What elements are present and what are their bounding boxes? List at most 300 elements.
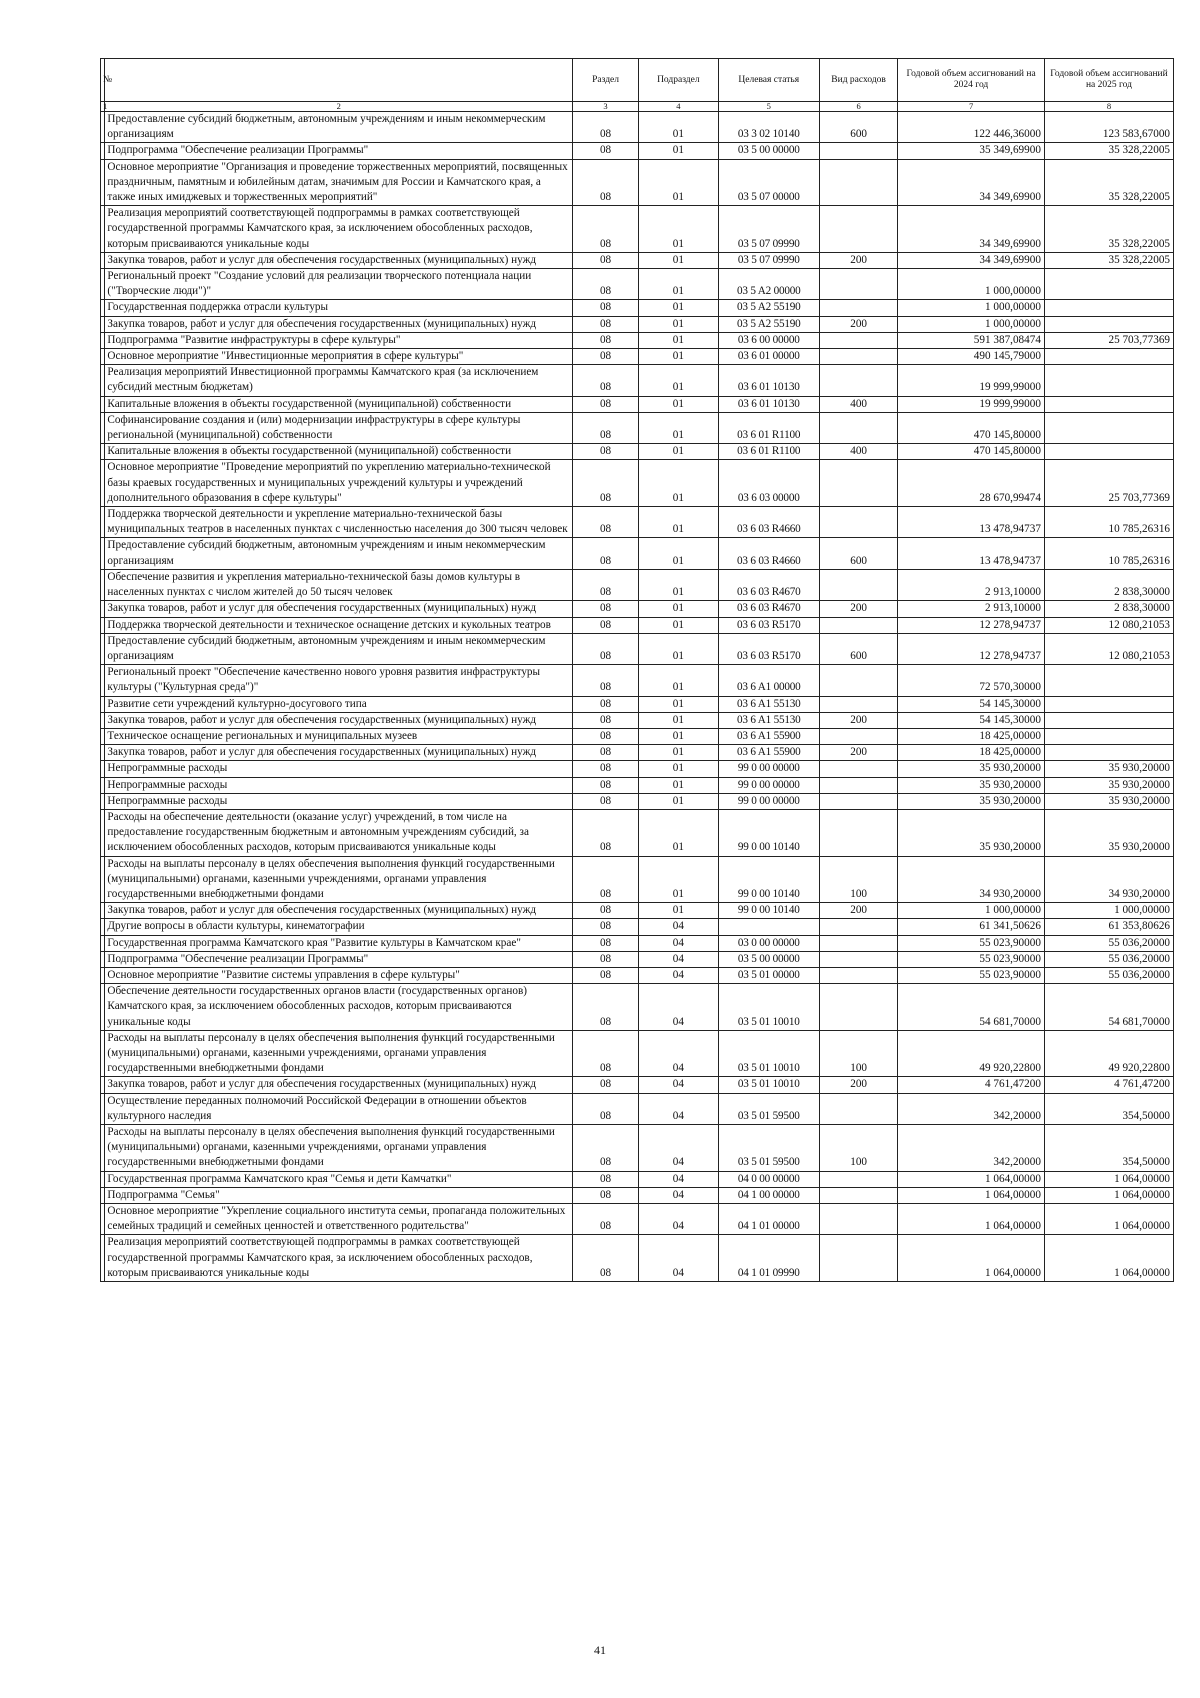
- row-celevaya: 03 6 03 R4670: [718, 601, 819, 617]
- row-celevaya: 03 6 03 R5170: [718, 633, 819, 664]
- row-razdel: 08: [572, 143, 638, 159]
- row-celevaya: 03 6 A1 55900: [718, 745, 819, 761]
- header-celevaya: Целевая статья: [718, 59, 819, 102]
- header-2025: Годовой объем ассигнований на 2025 год: [1044, 59, 1173, 102]
- row-vid: 600: [819, 112, 897, 143]
- row-amount-2025: 12 080,21053: [1044, 617, 1173, 633]
- row-celevaya: 99 0 00 00000: [718, 777, 819, 793]
- row-amount-2025: 49 920,22800: [1044, 1030, 1173, 1077]
- row-vid: [819, 206, 897, 253]
- table-row: [101, 793, 1174, 809]
- row-amount-2025: 35 930,20000: [1044, 777, 1173, 793]
- table-row: [101, 332, 1174, 348]
- row-celevaya: 99 0 00 00000: [718, 761, 819, 777]
- row-amount-2024: 55 023,90000: [898, 967, 1045, 983]
- table-row: [101, 903, 1174, 919]
- row-vid: [819, 300, 897, 316]
- row-podrazdel: 01: [639, 777, 718, 793]
- row-amount-2025: 25 703,77369: [1044, 460, 1173, 507]
- row-amount-2024: 4 761,47200: [898, 1077, 1045, 1093]
- row-podrazdel: 01: [639, 507, 718, 538]
- row-razdel: 08: [572, 332, 638, 348]
- row-celevaya: 99 0 00 10140: [718, 809, 819, 856]
- table-row: [101, 1077, 1174, 1093]
- row-celevaya: 03 6 A1 55130: [718, 712, 819, 728]
- row-name: Техническое оснащение региональных и муниципальных музеев: [105, 728, 573, 744]
- row-podrazdel: 01: [639, 601, 718, 617]
- row-name: Обеспечение развития и укрепления материально-технической базы домов культуры в населенных пунктах с числом жителей до 50 тысяч человек: [105, 569, 573, 600]
- row-celevaya: 03 6 03 R5170: [718, 617, 819, 633]
- row-razdel: 08: [572, 460, 638, 507]
- row-amount-2025: 1 064,00000: [1044, 1204, 1173, 1235]
- row-podrazdel: 01: [639, 569, 718, 600]
- row-name: Региональный проект "Создание условий для реализации творческого потенциала нации ("Творческие люди")": [105, 269, 573, 300]
- row-razdel: 08: [572, 696, 638, 712]
- row-amount-2024: 1 064,00000: [898, 1235, 1045, 1282]
- table-row: [101, 1235, 1174, 1282]
- row-name: Подпрограмма "Обеспечение реализации Программы": [105, 143, 573, 159]
- row-amount-2025: 12 080,21053: [1044, 633, 1173, 664]
- row-name: Реализация мероприятий Инвестиционной программы Камчатского края (за исключением субсидий местным бюджетам): [105, 365, 573, 396]
- row-celevaya: 03 5 01 59500: [718, 1093, 819, 1124]
- row-name: Предоставление субсидий бюджетным, автономным учреждениям и иным некоммерческим организациям: [105, 538, 573, 569]
- row-razdel: 08: [572, 1235, 638, 1282]
- row-amount-2024: 34 349,69900: [898, 206, 1045, 253]
- row-amount-2025: 2 838,30000: [1044, 569, 1173, 600]
- row-razdel: 08: [572, 1077, 638, 1093]
- row-amount-2025: [1044, 412, 1173, 443]
- row-amount-2025: 123 583,67000: [1044, 112, 1173, 143]
- table-row: [101, 696, 1174, 712]
- row-amount-2024: 12 278,94737: [898, 633, 1045, 664]
- row-razdel: 08: [572, 1171, 638, 1187]
- row-celevaya: 03 6 01 R1100: [718, 444, 819, 460]
- table-row: [101, 856, 1174, 903]
- table-row: [101, 712, 1174, 728]
- row-amount-2025: [1044, 365, 1173, 396]
- row-celevaya: 03 5 00 00000: [718, 143, 819, 159]
- row-razdel: 08: [572, 809, 638, 856]
- row-name: Государственная программа Камчатского края "Семья и дети Камчатки": [105, 1171, 573, 1187]
- row-name: Государственная программа Камчатского края "Развитие культуры в Камчатском крае": [105, 935, 573, 951]
- row-vid: [819, 159, 897, 206]
- row-podrazdel: 04: [639, 984, 718, 1031]
- row-podrazdel: 01: [639, 332, 718, 348]
- row-amount-2025: 1 064,00000: [1044, 1171, 1173, 1187]
- row-podrazdel: 01: [639, 665, 718, 696]
- row-amount-2024: 470 145,80000: [898, 412, 1045, 443]
- row-podrazdel: 04: [639, 1125, 718, 1172]
- row-celevaya: 03 5 01 59500: [718, 1125, 819, 1172]
- row-vid: [819, 777, 897, 793]
- column-number-row: [101, 102, 1174, 112]
- row-razdel: 08: [572, 712, 638, 728]
- row-amount-2024: 18 425,00000: [898, 728, 1045, 744]
- row-name: Капитальные вложения в объекты государственной (муниципальной) собственности: [105, 396, 573, 412]
- table-row: [101, 252, 1174, 268]
- table-row: [101, 935, 1174, 951]
- row-name: Непрограммные расходы: [105, 793, 573, 809]
- row-name: Поддержка творческой деятельности и укрепление материально-технической базы муниципальных театров в населенных пунктах с численностью населения до 300 тысяч человек: [105, 507, 573, 538]
- row-amount-2024: 1 064,00000: [898, 1204, 1045, 1235]
- row-name: Закупка товаров, работ и услуг для обеспечения государственных (муниципальных) нужд: [105, 712, 573, 728]
- row-razdel: 08: [572, 1187, 638, 1203]
- header-vid: Вид расходов: [819, 59, 897, 102]
- row-razdel: 08: [572, 967, 638, 983]
- row-razdel: 08: [572, 745, 638, 761]
- row-vid: 200: [819, 252, 897, 268]
- row-celevaya: 03 6 A1 55900: [718, 728, 819, 744]
- row-name: Развитие сети учреждений культурно-досугового типа: [105, 696, 573, 712]
- row-name: Расходы на выплаты персоналу в целях обеспечения выполнения функций государственными (муниципальными) органами, казенными учреждениями, органами управления государственными внебюджетными фондами: [105, 1030, 573, 1077]
- table-row: [101, 412, 1174, 443]
- row-amount-2024: 1 000,00000: [898, 316, 1045, 332]
- row-celevaya: 03 5 01 10010: [718, 984, 819, 1031]
- row-podrazdel: 01: [639, 300, 718, 316]
- row-razdel: 08: [572, 793, 638, 809]
- row-name: Расходы на обеспечение деятельности (оказание услуг) учреждений, в том числе на предоставление государственным бюджетным и автономным учреждениям субсидий, за исключением обособленных расходов, которым присваиваются уникальные коды: [105, 809, 573, 856]
- table-row: [101, 617, 1174, 633]
- row-podrazdel: 04: [639, 919, 718, 935]
- row-amount-2025: 55 036,20000: [1044, 935, 1173, 951]
- row-podrazdel: 01: [639, 460, 718, 507]
- row-amount-2024: 13 478,94737: [898, 538, 1045, 569]
- row-celevaya: 03 3 02 10140: [718, 112, 819, 143]
- row-vid: [819, 143, 897, 159]
- row-celevaya: 03 5 01 00000: [718, 967, 819, 983]
- row-amount-2024: 55 023,90000: [898, 935, 1045, 951]
- row-name: Закупка товаров, работ и услуг для обеспечения государственных (муниципальных) нужд: [105, 745, 573, 761]
- row-amount-2024: 28 670,99474: [898, 460, 1045, 507]
- row-amount-2024: 54 145,30000: [898, 696, 1045, 712]
- row-celevaya: 03 6 03 R4660: [718, 507, 819, 538]
- row-vid: [819, 1171, 897, 1187]
- row-amount-2025: 10 785,26316: [1044, 538, 1173, 569]
- row-celevaya: 03 6 01 R1100: [718, 412, 819, 443]
- row-amount-2024: 18 425,00000: [898, 745, 1045, 761]
- row-amount-2024: 34 930,20000: [898, 856, 1045, 903]
- table-row: [101, 1187, 1174, 1203]
- table-row: [101, 919, 1174, 935]
- row-celevaya: 03 5 01 10010: [718, 1030, 819, 1077]
- row-name: Закупка товаров, работ и услуг для обеспечения государственных (муниципальных) нужд: [105, 316, 573, 332]
- row-amount-2025: [1044, 728, 1173, 744]
- row-amount-2024: 19 999,99000: [898, 396, 1045, 412]
- header-2024: Годовой объем ассигнований на 2024 год: [898, 59, 1045, 102]
- table-row: [101, 1171, 1174, 1187]
- row-celevaya: 04 1 00 00000: [718, 1187, 819, 1203]
- row-razdel: 08: [572, 206, 638, 253]
- row-razdel: 08: [572, 1204, 638, 1235]
- row-vid: [819, 507, 897, 538]
- row-amount-2025: 4 761,47200: [1044, 1077, 1173, 1093]
- row-razdel: 08: [572, 316, 638, 332]
- row-celevaya: 03 5 A2 55190: [718, 300, 819, 316]
- row-amount-2025: [1044, 300, 1173, 316]
- row-celevaya: 03 5 07 00000: [718, 159, 819, 206]
- row-name: Другие вопросы в области культуры, кинематографии: [105, 919, 573, 935]
- row-razdel: 08: [572, 365, 638, 396]
- row-podrazdel: 01: [639, 538, 718, 569]
- table-row: [101, 460, 1174, 507]
- row-vid: [819, 1093, 897, 1124]
- row-amount-2025: 10 785,26316: [1044, 507, 1173, 538]
- table-row: [101, 1093, 1174, 1124]
- row-vid: 100: [819, 856, 897, 903]
- row-name: Расходы на выплаты персоналу в целях обеспечения выполнения функций государственными (муниципальными) органами, казенными учреждениями, органами управления государственными внебюджетными фондами: [105, 856, 573, 903]
- row-amount-2025: [1044, 269, 1173, 300]
- row-amount-2024: 12 278,94737: [898, 617, 1045, 633]
- row-amount-2024: 35 930,20000: [898, 761, 1045, 777]
- row-podrazdel: 01: [639, 143, 718, 159]
- row-amount-2025: [1044, 349, 1173, 365]
- row-vid: 200: [819, 316, 897, 332]
- budget-table: [100, 58, 1174, 1282]
- row-razdel: 08: [572, 1030, 638, 1077]
- row-podrazdel: 01: [639, 365, 718, 396]
- row-amount-2024: 72 570,30000: [898, 665, 1045, 696]
- row-name: Осуществление переданных полномочий Российской Федерации в отношении объектов культурного наследия: [105, 1093, 573, 1124]
- row-razdel: 08: [572, 300, 638, 316]
- row-amount-2024: 54 681,70000: [898, 984, 1045, 1031]
- row-vid: [819, 1187, 897, 1203]
- row-amount-2025: 354,50000: [1044, 1125, 1173, 1172]
- row-amount-2024: 61 341,50626: [898, 919, 1045, 935]
- row-vid: [819, 1235, 897, 1282]
- column-number: 1: [101, 102, 105, 112]
- row-podrazdel: 01: [639, 617, 718, 633]
- row-name: Закупка товаров, работ и услуг для обеспечения государственных (муниципальных) нужд: [105, 1077, 573, 1093]
- row-name: Поддержка творческой деятельности и техническое оснащение детских и кукольных театров: [105, 617, 573, 633]
- row-amount-2025: 25 703,77369: [1044, 332, 1173, 348]
- row-vid: 200: [819, 601, 897, 617]
- row-amount-2025: 354,50000: [1044, 1093, 1173, 1124]
- row-name: Подпрограмма "Обеспечение реализации Программы": [105, 951, 573, 967]
- row-amount-2025: 54 681,70000: [1044, 984, 1173, 1031]
- row-podrazdel: 01: [639, 903, 718, 919]
- row-name: Реализация мероприятий соответствующей подпрограммы в рамках соответствующей государственной программы Камчатского края, за исключением обособленных расходов, которым присваиваются уникальные коды: [105, 1235, 573, 1282]
- row-celevaya: 03 6 01 10130: [718, 396, 819, 412]
- row-celevaya: 03 6 01 10130: [718, 365, 819, 396]
- table-row: [101, 143, 1174, 159]
- row-amount-2025: [1044, 665, 1173, 696]
- row-celevaya: 03 6 A1 55130: [718, 696, 819, 712]
- row-name: Основное мероприятие "Укрепление социального института семьи, пропаганда положительных семейных традиций и семейных ценностей и ответственного родительства": [105, 1204, 573, 1235]
- row-amount-2025: 55 036,20000: [1044, 967, 1173, 983]
- row-podrazdel: 01: [639, 856, 718, 903]
- row-amount-2024: 35 930,20000: [898, 777, 1045, 793]
- column-number: 2: [105, 102, 573, 112]
- row-razdel: 08: [572, 617, 638, 633]
- table-row: [101, 984, 1174, 1031]
- row-name: Основное мероприятие "Организация и проведение торжественных мероприятий, посвященных праздничным, памятным и юбилейным датам, значимым для России и Камчатского края, а также иных имиджевых и торжественных мероприятий": [105, 159, 573, 206]
- row-amount-2025: [1044, 745, 1173, 761]
- row-amount-2025: 35 328,22005: [1044, 206, 1173, 253]
- row-celevaya: [718, 919, 819, 935]
- row-name: Закупка товаров, работ и услуг для обеспечения государственных (муниципальных) нужд: [105, 601, 573, 617]
- row-celevaya: 03 6 03 R4670: [718, 569, 819, 600]
- row-podrazdel: 01: [639, 444, 718, 460]
- row-podrazdel: 04: [639, 1030, 718, 1077]
- row-amount-2024: 1 000,00000: [898, 903, 1045, 919]
- row-razdel: 08: [572, 856, 638, 903]
- row-amount-2024: 55 023,90000: [898, 951, 1045, 967]
- table-row: [101, 507, 1174, 538]
- row-razdel: 08: [572, 951, 638, 967]
- budget-table-sheet: [100, 58, 1174, 1282]
- row-vid: [819, 460, 897, 507]
- row-celevaya: 03 5 A2 00000: [718, 269, 819, 300]
- table-row: [101, 1125, 1174, 1172]
- page-number: 41: [594, 1643, 606, 1657]
- row-razdel: 08: [572, 919, 638, 935]
- row-podrazdel: 04: [639, 967, 718, 983]
- row-vid: [819, 332, 897, 348]
- row-name: Региональный проект "Обеспечение качественно нового уровня развития инфраструктуры культуры ("Культурная среда")": [105, 665, 573, 696]
- row-razdel: 08: [572, 761, 638, 777]
- row-vid: [819, 919, 897, 935]
- column-number: 8: [1044, 102, 1173, 112]
- column-number: 7: [898, 102, 1045, 112]
- table-row: [101, 665, 1174, 696]
- row-celevaya: 03 6 A1 00000: [718, 665, 819, 696]
- row-name: Закупка товаров, работ и услуг для обеспечения государственных (муниципальных) нужд: [105, 903, 573, 919]
- row-razdel: 08: [572, 159, 638, 206]
- row-name: Предоставление субсидий бюджетным, автономным учреждениям и иным некоммерческим организациям: [105, 633, 573, 664]
- row-razdel: 08: [572, 252, 638, 268]
- row-celevaya: 04 1 01 09990: [718, 1235, 819, 1282]
- row-name: Государственная поддержка отрасли культуры: [105, 300, 573, 316]
- table-body: [101, 112, 1174, 1282]
- table-row: [101, 269, 1174, 300]
- row-name: Основное мероприятие "Проведение мероприятий по укреплению материально-технической базы краевых государственных и муниципальных учреждений культуры и учреждений дополнительного образования в сфере культуры": [105, 460, 573, 507]
- row-amount-2025: [1044, 712, 1173, 728]
- header-podrazdel: Подраздел: [639, 59, 718, 102]
- row-name: Софинансирование создания и (или) модернизации инфраструктуры в сфере культуры региональной (муниципальной) собственности: [105, 412, 573, 443]
- row-razdel: 08: [572, 665, 638, 696]
- row-vid: [819, 761, 897, 777]
- row-amount-2024: 1 000,00000: [898, 269, 1045, 300]
- row-amount-2024: 1 064,00000: [898, 1171, 1045, 1187]
- row-podrazdel: 04: [639, 1077, 718, 1093]
- row-podrazdel: 04: [639, 1204, 718, 1235]
- row-razdel: 08: [572, 444, 638, 460]
- row-name: Подпрограмма "Семья": [105, 1187, 573, 1203]
- row-amount-2024: 2 913,10000: [898, 601, 1045, 617]
- table-row: [101, 300, 1174, 316]
- row-vid: 400: [819, 444, 897, 460]
- row-podrazdel: 01: [639, 633, 718, 664]
- row-podrazdel: 01: [639, 745, 718, 761]
- row-vid: 600: [819, 538, 897, 569]
- row-podrazdel: 01: [639, 252, 718, 268]
- header-razdel: Раздел: [572, 59, 638, 102]
- row-podrazdel: 01: [639, 316, 718, 332]
- row-amount-2025: 35 328,22005: [1044, 143, 1173, 159]
- row-podrazdel: 01: [639, 696, 718, 712]
- row-vid: [819, 984, 897, 1031]
- row-celevaya: 03 5 07 09990: [718, 252, 819, 268]
- row-podrazdel: 04: [639, 951, 718, 967]
- row-amount-2025: [1044, 696, 1173, 712]
- row-celevaya: 99 0 00 10140: [718, 856, 819, 903]
- row-podrazdel: 04: [639, 935, 718, 951]
- row-celevaya: 03 6 03 R4660: [718, 538, 819, 569]
- row-amount-2024: 591 387,08474: [898, 332, 1045, 348]
- row-celevaya: 03 6 03 00000: [718, 460, 819, 507]
- row-amount-2025: 2 838,30000: [1044, 601, 1173, 617]
- table-row: [101, 396, 1174, 412]
- table-row: [101, 316, 1174, 332]
- column-number: 5: [718, 102, 819, 112]
- row-podrazdel: 04: [639, 1235, 718, 1282]
- row-vid: [819, 412, 897, 443]
- table-row: [101, 967, 1174, 983]
- row-podrazdel: 01: [639, 396, 718, 412]
- row-name: Расходы на выплаты персоналу в целях обеспечения выполнения функций государственными (муниципальными) органами, казенными учреждениями, органами управления государственными внебюджетными фондами: [105, 1125, 573, 1172]
- row-amount-2024: 13 478,94737: [898, 507, 1045, 538]
- row-vid: [819, 696, 897, 712]
- column-number: 3: [572, 102, 638, 112]
- header-name: [105, 59, 573, 102]
- row-amount-2024: 34 349,69900: [898, 252, 1045, 268]
- row-vid: [819, 365, 897, 396]
- row-amount-2024: 470 145,80000: [898, 444, 1045, 460]
- row-razdel: 08: [572, 269, 638, 300]
- row-celevaya: 03 0 00 00000: [718, 935, 819, 951]
- table-row: [101, 365, 1174, 396]
- row-name: Непрограммные расходы: [105, 777, 573, 793]
- row-vid: [819, 569, 897, 600]
- row-razdel: 08: [572, 935, 638, 951]
- row-amount-2024: 342,20000: [898, 1093, 1045, 1124]
- row-amount-2025: 35 328,22005: [1044, 252, 1173, 268]
- row-podrazdel: 01: [639, 349, 718, 365]
- row-vid: [819, 269, 897, 300]
- row-vid: 200: [819, 745, 897, 761]
- row-amount-2024: 490 145,79000: [898, 349, 1045, 365]
- row-name: Капитальные вложения в объекты государственной (муниципальной) собственности: [105, 444, 573, 460]
- row-amount-2024: 35 930,20000: [898, 793, 1045, 809]
- row-podrazdel: 01: [639, 412, 718, 443]
- row-razdel: 08: [572, 569, 638, 600]
- row-podrazdel: 04: [639, 1093, 718, 1124]
- header-num: №: [101, 59, 105, 102]
- row-amount-2025: 35 930,20000: [1044, 809, 1173, 856]
- row-amount-2025: 35 930,20000: [1044, 793, 1173, 809]
- row-celevaya: 03 6 00 00000: [718, 332, 819, 348]
- row-razdel: 08: [572, 112, 638, 143]
- table-row: [101, 112, 1174, 143]
- row-celevaya: 99 0 00 00000: [718, 793, 819, 809]
- table-row: [101, 569, 1174, 600]
- table-row: [101, 633, 1174, 664]
- row-razdel: 08: [572, 984, 638, 1031]
- row-vid: [819, 349, 897, 365]
- row-celevaya: 03 5 00 00000: [718, 951, 819, 967]
- table-row: [101, 1030, 1174, 1077]
- row-vid: 600: [819, 633, 897, 664]
- row-razdel: 08: [572, 903, 638, 919]
- row-vid: 200: [819, 903, 897, 919]
- row-amount-2025: [1044, 396, 1173, 412]
- row-vid: 400: [819, 396, 897, 412]
- row-vid: 200: [819, 712, 897, 728]
- table-row: [101, 1204, 1174, 1235]
- row-amount-2025: 34 930,20000: [1044, 856, 1173, 903]
- row-amount-2025: [1044, 316, 1173, 332]
- row-name: Предоставление субсидий бюджетным, автономным учреждениям и иным некоммерческим организациям: [105, 112, 573, 143]
